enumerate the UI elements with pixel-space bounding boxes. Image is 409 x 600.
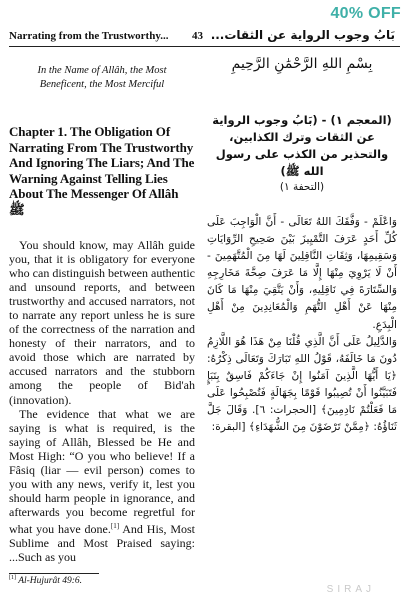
basmala-arabic: بِسْمِ اللهِ الرَّحْمَٰنِ الرَّحِيمِ <box>231 56 373 72</box>
english-paragraph-2-main: The evidence that what we are saying is what is required, is the saying of Allâh, Blessed be He and Most High: “O you who believe! If a Fâsiq (liar — evil person) comes to you with any news, verify it, lest you should harm people in ignorance, and afterwards you become regretful for what you have done. <box>9 406 195 536</box>
english-paragraph-2 <box>9 407 195 565</box>
arabic-paragraph-1: وَاعْلَمْ - وَفَّقَكَ اللهُ تَعَالَى - أَنَّ الْوَاجِبَ عَلَى كُلِّ أَحَدٍ عَرَفَ التَّمْيِيزَ بَيْنَ صَحِيحِ الرِّوَايَاتِ وَسَقِيمِهَا، وَثِقَاتِ النَّاقِلِينَ لَهَا مِنَ الْمُتَّهَمِينَ - أَنْ لَا يَرْوِيَ مِنْهَا إِلَّا مَا عَرَفَ صِحَّةَ مَخَارِجِهِ وَالسِّتَارَةَ فِي نَاقِلِيهِ، وَأَنْ يَتَّقِيَ مِنْهَا مَا كَانَ مِنْهَا عَنْ أَهْلِ التُّهَمِ وَالْمُعَانِدِينَ مِنْ أَهْلِ الْبِدَعِ. <box>207 216 397 331</box>
chapter-title-arabic: (المعجم ١) - (بَابُ وجوب الرواية عن الثقات وترك الكذابين، والتحذير من الكذب على رسول الله ﷺ) <box>212 113 392 178</box>
watermark: SIRAJ <box>326 584 375 595</box>
english-paragraph-1: You should know, may Allâh guide you, that it is obligatory for everyone who can distinguish between authentic and unsound reports, and between trustworthy and accused narrators, not to narrate any report unless he is sure of the correctness of the narration and honesty of their narrators, and to avoid those which are narrated by accused narrators and the stubborn among the people of Bid'ah (innovation). <box>9 238 195 407</box>
body-text-arabic <box>207 214 397 436</box>
footnote-divider <box>9 573 99 574</box>
header-divider <box>9 46 400 47</box>
english-paragraph-2-tail: And His, Most Sublime and Most Praised saying: ...Such as you <box>9 521 195 565</box>
footnote-reference[interactable]: [1] <box>110 521 120 530</box>
footnote-mark: [1] <box>9 575 16 581</box>
footnote <box>9 575 82 586</box>
running-header-english: Narrating from the Trustworthy... <box>9 30 169 42</box>
chapter-title-english: Chapter 1. The Obligation Of Narrating From The Trustworthy And Ignoring The Liars; And The Warning Against Telling Lies About The Messenger Of Allâh ﷺ <box>9 124 195 217</box>
body-text-english <box>9 238 195 564</box>
running-header-arabic: بَابُ وجوب الرواية عن الثقات... <box>210 28 395 42</box>
arabic-paragraph-2: وَالدَّلِيلُ عَلَى أَنَّ الَّذِي قُلْنَا مِنْ هَذَا هُوَ اللَّازِمُ دُونَ مَا خَالَفَهُ، قَوْلُ اللهِ تَبَارَكَ وَتَعَالَى ذِكْرُهُ: ﴿يَا أَيُّهَا الَّذِينَ آمَنُوا إِنْ جَاءَكُمْ فَاسِقٌ بِنَبَإٍ فَتَبَيَّنُوا أَنْ تُصِيبُوا قَوْمًا بِجَهَالَةٍ فَتُصْبِحُوا عَلَى مَا فَعَلْتُمْ نَادِمِينَ﴾ [الحجرات: ٦]. وَقَالَ جَلَّ ثَنَاؤُهُ: ﴿مِمَّنْ تَرْضَوْنَ مِنَ الشُّهَدَاءِ﴾ [البقرة: <box>207 335 397 434</box>
tuhfa-reference: (التحفة ١) <box>279 181 325 193</box>
page-number: 43 <box>192 30 203 42</box>
footnote-text: Al-Hujurât 49:6. <box>16 576 83 587</box>
discount-badge: 40% OFF <box>330 5 401 22</box>
basmala-english: In the Name of Allâh, the Most Beneficent, the Most Merciful <box>37 65 167 90</box>
